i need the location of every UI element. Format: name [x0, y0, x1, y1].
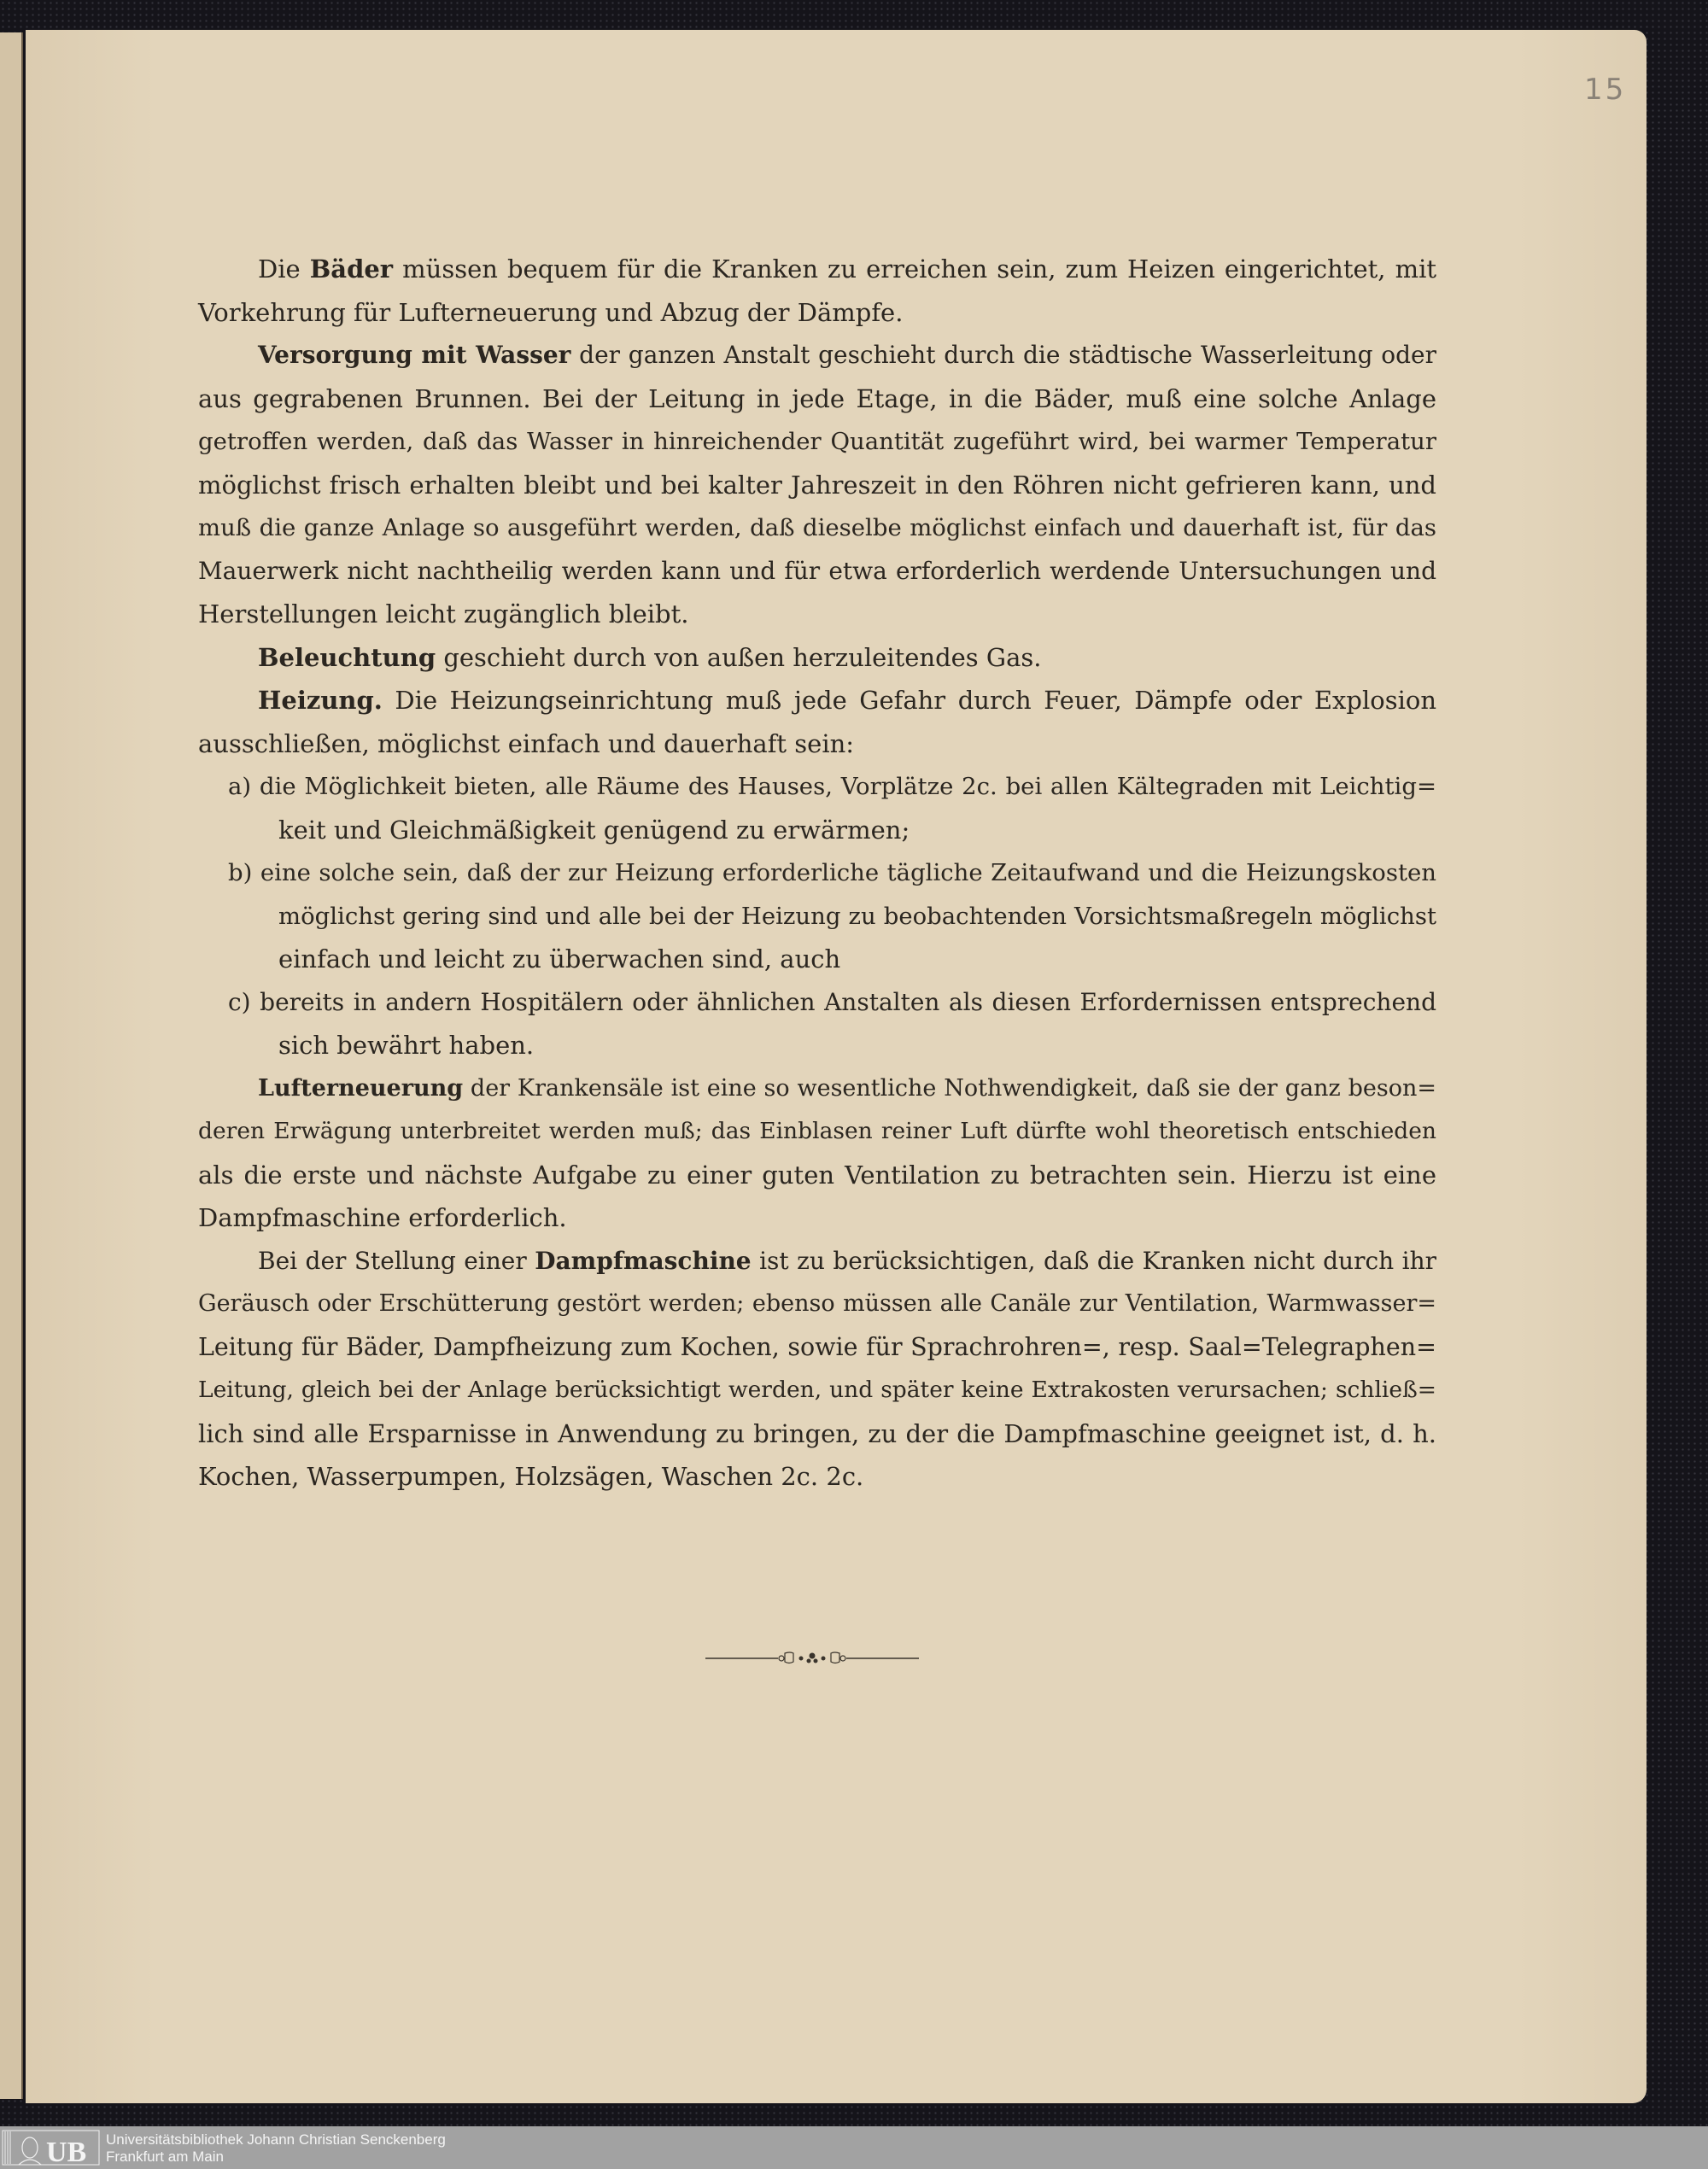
keyword: Lufterneuerung — [258, 1074, 464, 1102]
list-item-c — [198, 981, 1436, 1067]
paragraph-lufterneuerung — [198, 1067, 1436, 1240]
library-name-line2: Frankfurt am Main — [106, 2149, 224, 2165]
text-line: einfach und leicht zu überwachen sind, auch — [278, 944, 841, 973]
text-line: sich bewährt haben. — [278, 1031, 535, 1060]
keyword: Dampfmaschine — [535, 1246, 752, 1275]
paragraph-baeder — [198, 248, 1436, 334]
text-line: Leitung, gleich bei der Anlage berücksichtigt werden, und später keine Extrakosten verursachen; schließ= — [198, 1377, 1436, 1403]
svg-text:UB: UB — [46, 2137, 87, 2166]
text-line: getroffen werden, daß das Wasser in hinreichender Quantität zugeführt wird, bei warmer Temperatur — [198, 428, 1436, 455]
list-marker: b) — [228, 859, 253, 886]
facing-page-edge — [0, 32, 23, 2099]
text-line: Leitung für Bäder, Dampfheizung zum Kochen, sowie für Sprachrohren=, resp. Saal=Telegraphen= — [198, 1332, 1436, 1361]
text-line: Vorkehrung für Lufterneuerung und Abzug der Dämpfe. — [198, 297, 904, 327]
text-line: deren Erwägung unterbreitet werden muß; das Einblasen reiner Luft dürfte wohl theoretisch entschieden — [198, 1118, 1436, 1144]
library-name — [106, 2131, 446, 2166]
library-name-line1: Universitätsbibliothek Johann Christian Senckenberg — [106, 2131, 446, 2148]
text-line: lich sind alle Ersparnisse in Anwendung zu bringen, zu der die Dampfmaschine geeignet ist, d. h. — [198, 1418, 1436, 1448]
text-line: Dampfmaschine erforderlich. — [198, 1203, 567, 1232]
text-line: Kochen, Wasserpumpen, Holzsägen, Waschen 2c. 2c. — [198, 1462, 864, 1491]
list-item-a — [198, 765, 1436, 851]
page-number: 15 — [1584, 73, 1627, 107]
text-line: möglichst frisch erhalten bleibt und bei kalter Jahreszeit in den Röhren nicht gefrieren kann, und — [198, 470, 1436, 500]
paragraph-dampfmaschine — [198, 1240, 1436, 1499]
ornament-divider-icon — [705, 1648, 919, 1669]
text-line: c) bereits in andern Hospitälern oder ähnlichen Anstalten als diesen Erfordernissen entsprechend — [228, 987, 1436, 1016]
text-line: ausschließen, möglichst einfach und dauerhaft sein: — [198, 728, 855, 758]
keyword: Bäder — [309, 254, 394, 284]
text-line: Versorgung mit Wasser der ganzen Anstalt geschieht durch die städtische Wasserleitung oder — [258, 341, 1436, 369]
text-line: Bei der Stellung einer Dampfmaschine ist zu berücksichtigen, daß die Kranken nicht durch ihr — [258, 1246, 1437, 1275]
heating-requirements-list — [198, 765, 1436, 1067]
ub-library-logo-icon — [2, 2129, 100, 2166]
list-marker: a) — [228, 773, 252, 800]
library-footer-bar — [0, 2126, 1708, 2169]
text-line: Geräusch oder Erschütterung gestört werden; ebenso müssen alle Canäle zur Ventilation, Warmwasser= — [198, 1290, 1436, 1317]
list-marker: c) — [228, 987, 251, 1016]
body-text — [198, 248, 1436, 1499]
paragraph-beleuchtung — [198, 636, 1436, 680]
text-line: Herstellungen leicht zugänglich bleibt. — [198, 599, 689, 628]
text-line: keit und Gleichmäßigkeit genügend zu erwärmen; — [278, 815, 910, 845]
text-line: möglichst gering sind und alle bei der Heizung zu beobachtenden Vorsichtsmaßregeln möglichst — [278, 902, 1436, 930]
text-line: als die erste und nächste Aufgabe zu einer guten Ventilation zu betrachten sein. Hierzu ist eine — [198, 1160, 1436, 1190]
text-line: Beleuchtung geschieht durch von außen herzuleitendes Gas. — [258, 642, 1042, 672]
text-line: Die Bäder müssen bequem für die Kranken zu erreichen sein, zum Heizen eingerichtet, mit — [258, 254, 1437, 284]
text-line: Mauerwerk nicht nachtheilig werden kann und für etwa erforderlich werdende Untersuchungen und — [198, 556, 1436, 585]
text-line: muß die ganze Anlage so ausgeführt werden, daß dieselbe möglichst einfach und dauerhaft ist, für das — [198, 514, 1436, 541]
text-line: a) die Möglichkeit bieten, alle Räume des Hauses, Vorplätze 2c. bei allen Kältegraden mit Leichtig= — [228, 773, 1436, 800]
text-line: aus gegrabenen Brunnen. Bei der Leitung in jede Etage, in die Bäder, muß eine solche Anlage — [198, 383, 1436, 413]
keyword: Heizung. — [258, 686, 383, 715]
text-line: Heizung. Die Heizungseinrichtung muß jede Gefahr durch Feuer, Dämpfe oder Explosion — [258, 686, 1436, 715]
paragraph-wasser — [198, 334, 1436, 636]
list-item-b — [198, 851, 1436, 981]
paragraph-heizung — [198, 679, 1436, 765]
text-line: b) eine solche sein, daß der zur Heizung erforderliche tägliche Zeitaufwand und die Heizungskosten — [228, 859, 1436, 886]
keyword: Versorgung mit Wasser — [258, 341, 571, 369]
keyword: Beleuchtung — [258, 642, 436, 672]
text-line: Lufterneuerung der Krankensäle ist eine so wesentliche Nothwendigkeit, daß sie der ganz beson= — [258, 1074, 1436, 1102]
